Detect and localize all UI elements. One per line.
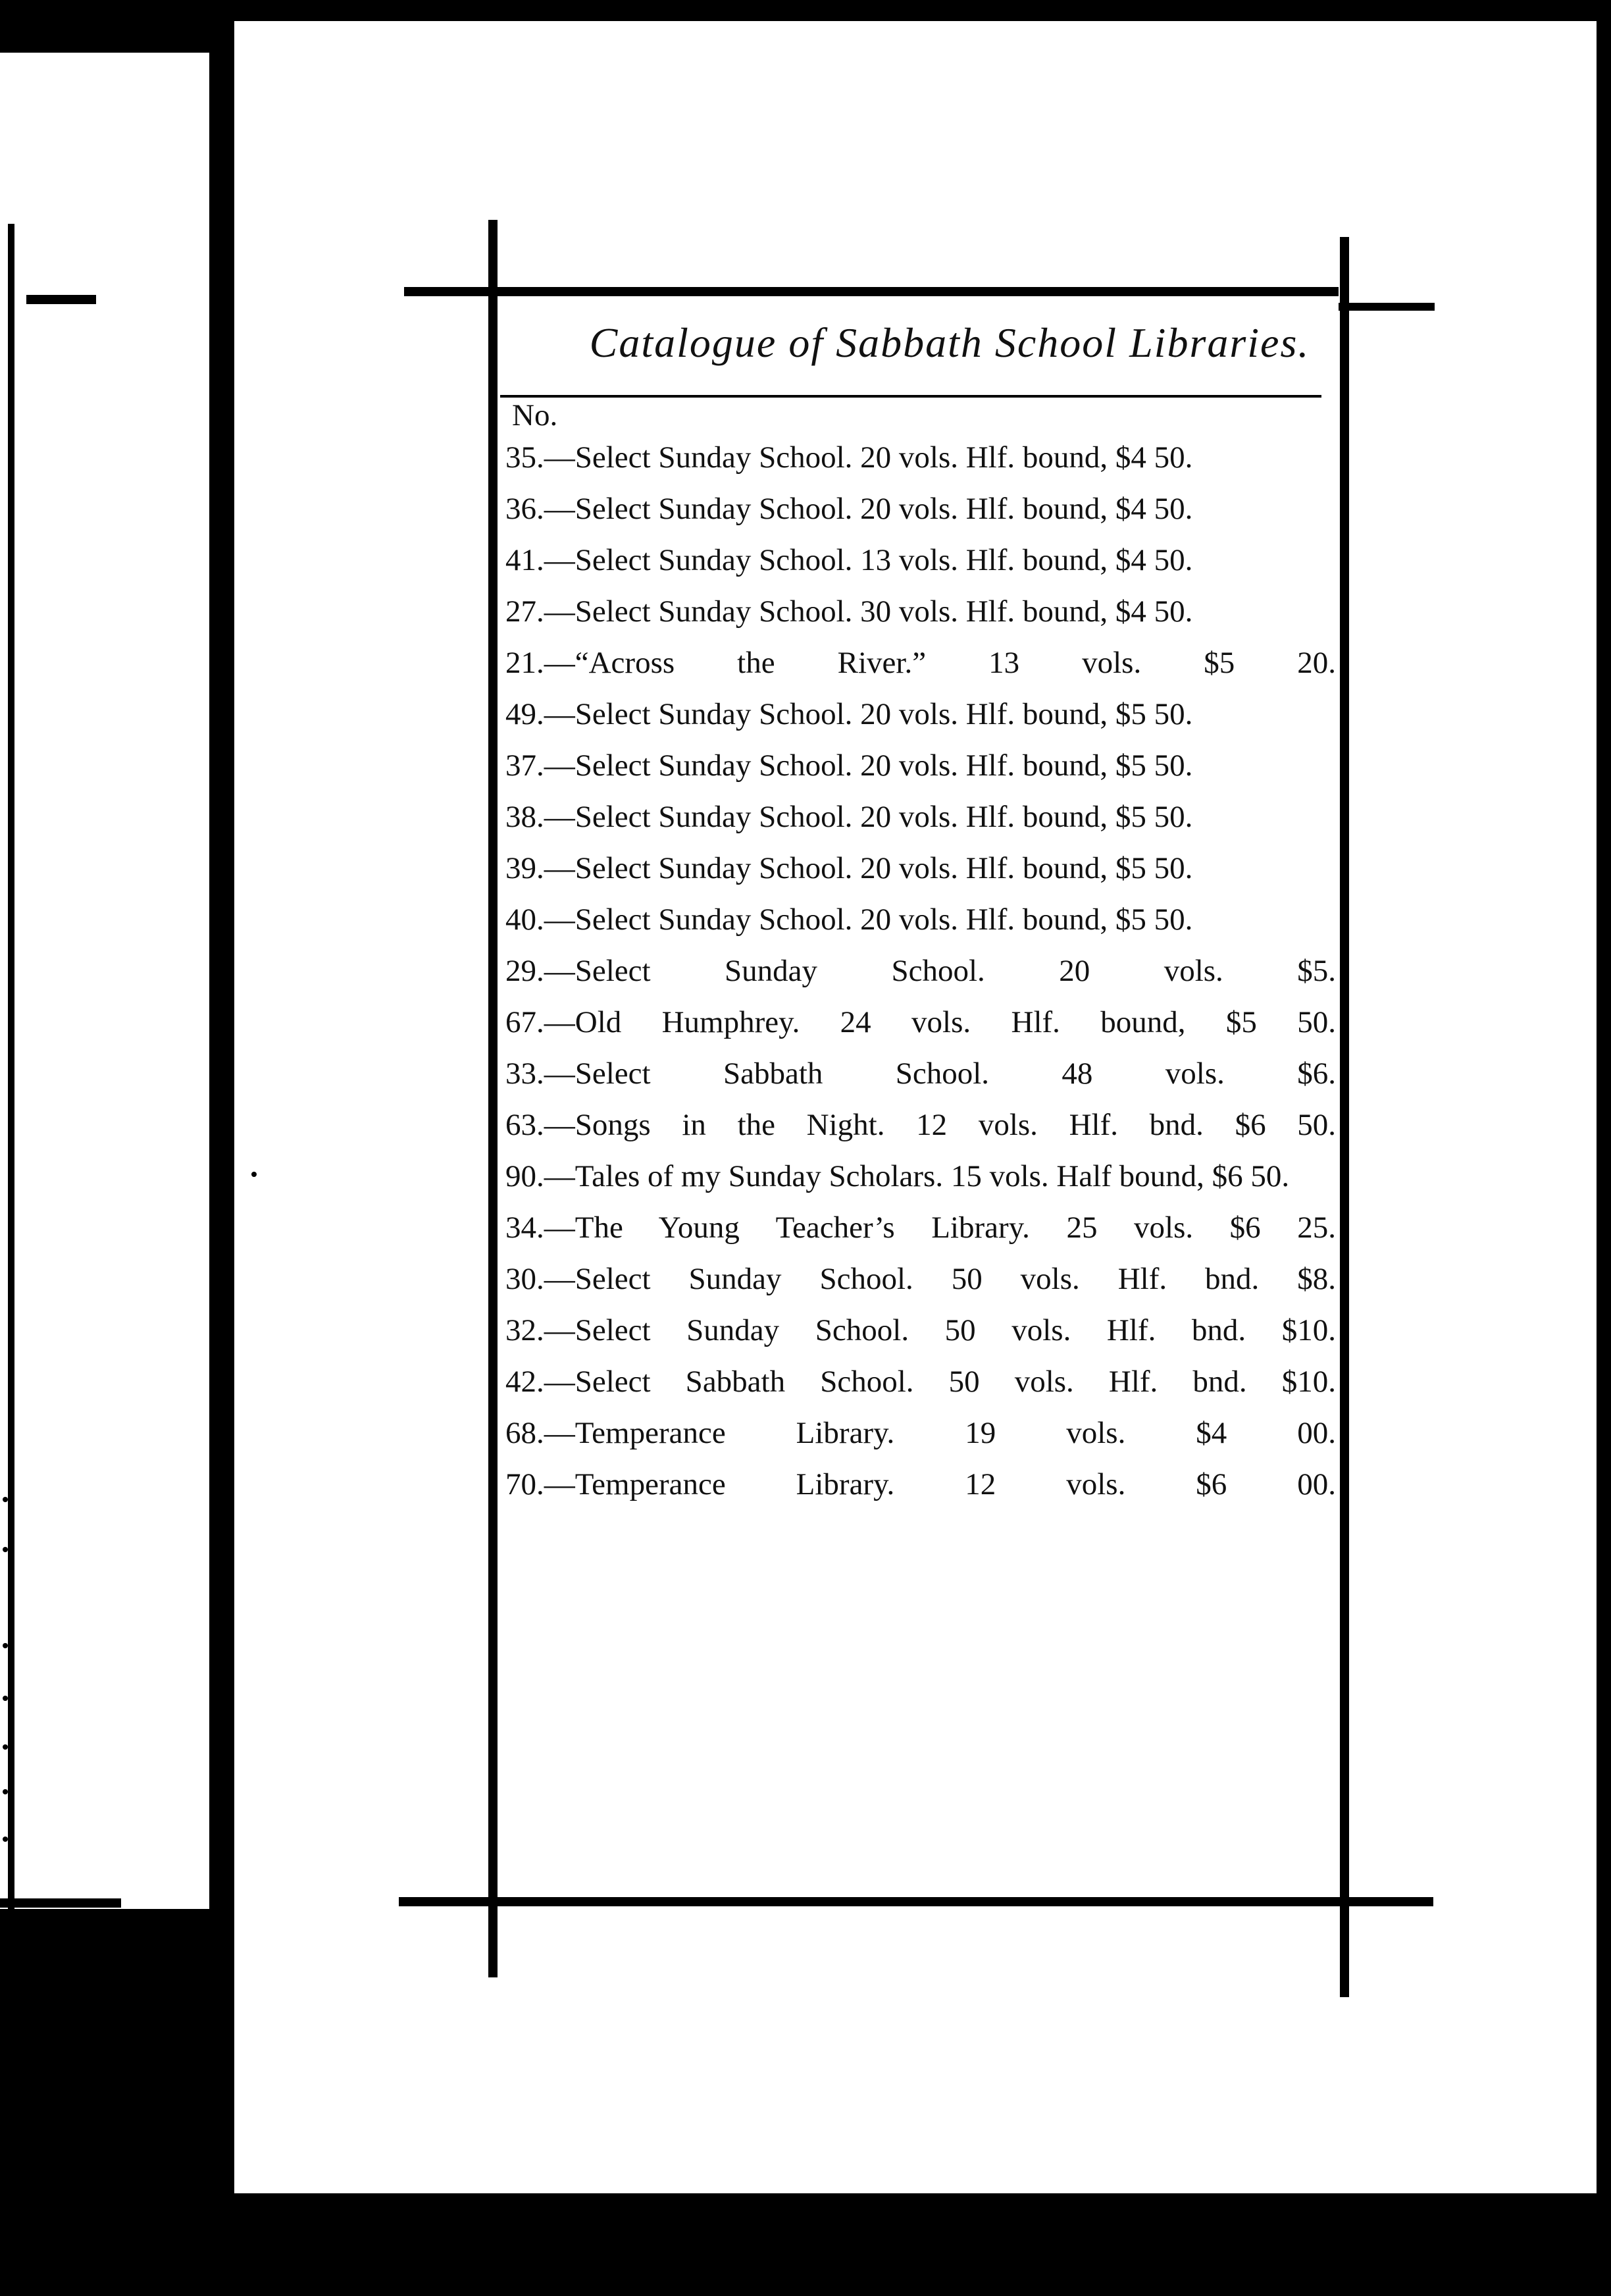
stray-mark — [251, 1172, 257, 1177]
prev-page-dot — [3, 1744, 8, 1750]
frame-left-rule — [488, 220, 498, 1977]
catalogue-entry: 37.—Select Sunday School. 20 vols. Hlf. bound, $5 50. — [505, 748, 1193, 783]
catalogue-entry: 70.—Temperance Library. 12 vols. $6 00. — [505, 1467, 1336, 1501]
catalogue-entry: 49.—Select Sunday School. 20 vols. Hlf. bound, $5 50. — [505, 697, 1193, 731]
catalogue-entry: 33.—Select Sabbath School. 48 vols. $6. — [505, 1057, 1336, 1091]
catalogue-entry: 27.—Select Sunday School. 30 vols. Hlf. bound, $4 50. — [505, 594, 1193, 629]
previous-page-edge — [0, 53, 209, 1909]
catalogue-entry: 29.—Select Sunday School. 20 vols. $5. — [505, 954, 1336, 988]
frame-bottom-rule — [399, 1897, 1433, 1906]
catalogue-entry: 68.—Temperance Library. 19 vols. $4 00. — [505, 1416, 1336, 1450]
catalogue-entry: 67.—Old Humphrey. 24 vols. Hlf. bound, $5 50. — [505, 1005, 1336, 1039]
catalogue-entry: 34.—The Young Teacher’s Library. 25 vols. $6 25. — [505, 1211, 1336, 1245]
catalogue-list — [505, 440, 1336, 1518]
catalogue-entry: 63.—Songs in the Night. 12 vols. Hlf. bnd. $6 50. — [505, 1108, 1336, 1142]
catalogue-entry: 30.—Select Sunday School. 50 vols. Hlf. bnd. $8. — [505, 1262, 1336, 1296]
catalogue-entry: 90.—Tales of my Sunday Scholars. 15 vols. Half bound, $6 50. — [505, 1159, 1290, 1193]
prev-page-dot — [3, 1696, 8, 1701]
catalogue-entry: 32.—Select Sunday School. 50 vols. Hlf. bnd. $10. — [505, 1313, 1336, 1347]
prev-page-dot — [3, 1643, 8, 1648]
title-underline — [500, 395, 1321, 398]
catalogue-entry: 41.—Select Sunday School. 13 vols. Hlf. bound, $4 50. — [505, 543, 1193, 577]
prev-page-dot — [3, 1789, 8, 1794]
prev-page-dot — [3, 1837, 8, 1842]
catalogue-entry: 38.—Select Sunday School. 20 vols. Hlf. bound, $5 50. — [505, 800, 1193, 834]
catalogue-entry: 36.—Select Sunday School. 20 vols. Hlf. bound, $4 50. — [505, 492, 1193, 526]
page-title: Catalogue of Sabbath School Libraries. — [589, 319, 1310, 366]
prev-page-mark — [26, 295, 96, 304]
catalogue-entry: 42.—Select Sabbath School. 50 vols. Hlf. bnd. $10. — [505, 1365, 1336, 1399]
frame-top-rule-extension — [1339, 303, 1435, 311]
frame-top-rule — [404, 287, 1339, 296]
catalogue-entry: 40.—Select Sunday School. 20 vols. Hlf. bound, $5 50. — [505, 902, 1193, 937]
prev-page-rule — [8, 224, 14, 1988]
catalogue-entry: 39.—Select Sunday School. 20 vols. Hlf. bound, $5 50. — [505, 851, 1193, 885]
catalogue-entry: 21.—“Across the River.” 13 vols. $5 20. — [505, 646, 1336, 680]
column-label-no: No. — [512, 398, 558, 432]
prev-page-dot — [3, 1497, 8, 1502]
frame-right-rule — [1340, 237, 1349, 1997]
catalogue-entry: 35.—Select Sunday School. 20 vols. Hlf. bound, $4 50. — [505, 440, 1193, 475]
prev-page-dot — [3, 1547, 8, 1552]
prev-page-mark — [0, 1898, 121, 1908]
